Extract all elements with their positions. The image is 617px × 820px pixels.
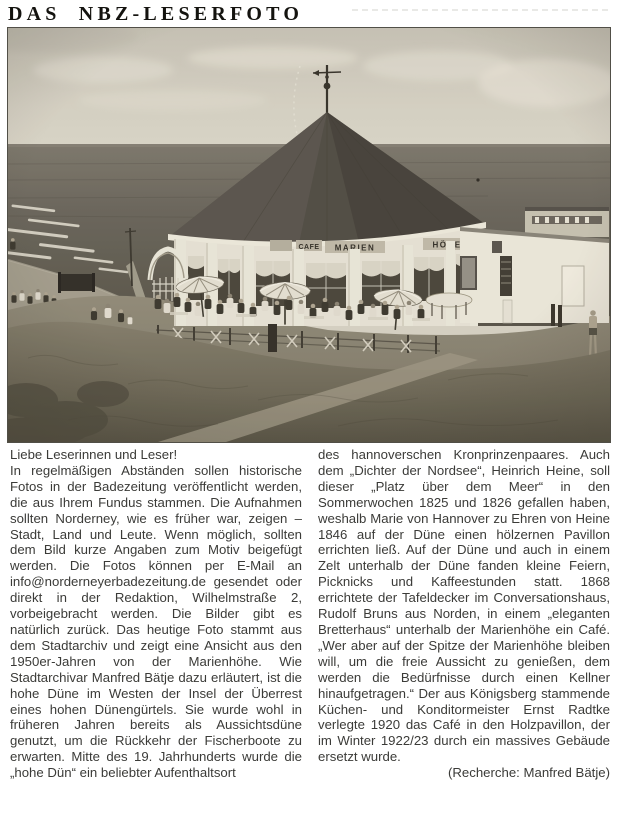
article-column-left (10, 447, 302, 781)
article-credit: (Recherche: Manfred Bätje) (448, 765, 610, 781)
article-body (10, 447, 610, 781)
article-text-left: In regelmäßigen Abständen sollen historische Fotos in der Badezeitung veröffentlicht werden, die aus Ihrem Fundus stammen. Die Aufnahmen sollten Norderney, wie es früher war, zeigen – Stadt, Land und Leute. Wenn möglich, sollten dem Bild kurze Angaben zum Motiv beigefügt werden. Die Fotos können per E-Mail an info@norderneyerbadezeitung.de gesendet oder direkt in der Redaktion, Wilhelmstraße 2, vorbeigebracht werden. Die Bilder gibt es natürlich zurück. Das heutige Foto stammt aus dem Stadtarchiv und zeigt eine Ansicht aus den 1950er-Jahren von der Marienhöhe. Wie Stadtarchivar Manfred Bätje dazu erläutert, ist die hohe Düne im Westen der Insel der Überrest eines hohen Dünengürtels. Sie wurde wohl in früheren Jahren bereits als Aussichtsdüne genutzt, um die Rückkehr der Fischerboote zu erwarten. Mitte des 19. Jahrhunderts wurde die „hohe Dün“ ein beliebter Aufenthaltsort (10, 462, 302, 781)
page-title: DAS NBZ-LESERFOTO (8, 3, 304, 25)
article-salutation: Liebe Leserinnen und Leser! (10, 447, 178, 462)
article-column-right (318, 447, 610, 781)
scan-artifact-line (352, 9, 608, 11)
article-text-right: des hannoverschen Kronprinzenpaares. Auch dem „Dichter der Nordsee“, Heinrich Heine, soll dieser „Platz über dem Meer“ in den Sommerwochen 1825 und 1826 gefallen haben, weshalb Marie von Hannover zu Ehren von Heine 1846 auf der Düne einen hölzernen Pavillon errichten ließ. Auf der Düne und auch in einem Zelt unterhalb der Düne fanden kleine Feiern, Picknicks und Kaffeestunden statt. 1868 errichtete der Tafeldecker im Conversationshaus, Rudolf Bruns aus Norden, in einem „eleganten Bretterhaus“ unterhalb der Marienhöhe ein Café. „Wer aber auf der Spitze der Marienhöhe bleiben will, um die freie Aussicht zu genießen, dem werden die Bedürfnisse durch einen Kellner hinaufgetragen.“ Der aus Königsberg stammende Küchen- und Konditormeister Ernst Radtke verlegte 1920 das Café in den Holzpavillon, der im Winter 1922/23 durch ein massives Gebäude ersetzt wurde. (318, 447, 610, 765)
reader-photo (7, 27, 611, 443)
sepia-cast (8, 28, 610, 442)
marienhoehe-photo-illustration (8, 28, 610, 442)
